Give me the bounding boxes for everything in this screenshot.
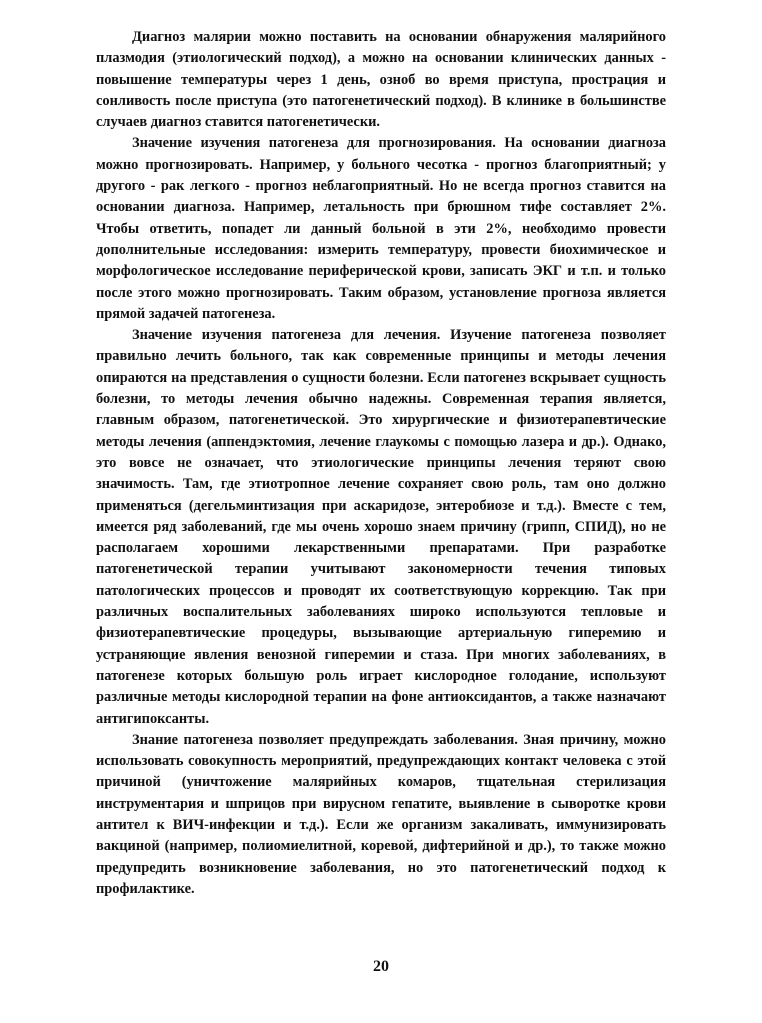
paragraph-prognosis: Значение изучения патогенеза для прогнозирования. На основании диагноза можно прогнозировать. Например, у больного чесотка - прогноз благоприятный; у другого - рак легкого - прогноз неблагоприятный. Но не всегда прогноз ставится на основании диагноза. Например, летальность при брюшном тифе составляет 2%. Чтобы ответить, попадет ли данный больной в эти 2%, необходимо провести дополнительные исследования: измерить температуру, провести биохимическое и морфологическое исследование периферической крови, записать ЭКГ и т.п. и только после этого можно прогнозировать. Таким образом, установление прогноза является прямой задачей патогенеза. — [96, 135, 666, 322]
paragraph-prevention: Знание патогенеза позволяет предупреждать заболевания. Зная причину, можно использовать совокупность мероприятий, предупреждающих контакт человека с этой причиной (уничтожение малярийных комаров, тщательная стерилизация инструментария и шприцов при вирусном гепатите, выявление в сыворотке крови антител к ВИЧ-инфекции и т.д.). Если же организм закаливать, иммунизировать вакциной (например, полиомиелитной, коревой, дифтерийной и др.), то также можно предупредить возникновение заболевания, но это патогенетический подход к профилактике. — [96, 731, 666, 897]
page-body — [96, 27, 666, 900]
paragraph-diagnosis: Диагноз маляр​ии можно поставить на основании обнаружения малярийного плазмодия (этиологический подход), а можно на основании клинических данных - повышение температуры через 1 день, озноб во время приступа, прострация и сонливость после приступа (это патогенетический подход). В клинике в большинстве случаев диагноз ставится патогенетически. — [96, 29, 666, 131]
page-number: 20 — [373, 958, 389, 975]
paragraph-treatment: Значение изучения патогенеза для лечения. Изучение патогенеза позволяет правильно лечить больного, так как современные принципы и методы лечения опираются на представления о сущности болезни. Если патогенез вскрывает сущность болезни, то методы лечения обычно надежны. Современная терапия является, главным образом, патогенетической. Это хирургические и физиотерапевтические методы лечения (аппендэктомия, лечение глаукомы с помощью лазера и др.). Однако, это вовсе не означает, что этиологические принципы лечения теряют свою значимость. Там, где этиотропное лечение сохраняет свою роль, там оно должно применяться (дегельминтизация при аскаридозе, энтеробиозе и т.д.). Вместе с тем, имеется ряд заболеваний, где мы очень хорошо знаем причину (грипп, СПИД), но не располагаем хорошими лекарственными препаратами. При разработке патогенетической терапии учитывают закономерности течения типовых патологических процессов и проводят их соответствующую коррекцию. Так при различных воспалительных заболеваниях широко используются тепловые и физиотерапевтические процедуры, вызывающие артериальную гиперемию и устраняющие явления венозной гиперемии и стаза. При многих заболеваниях, в патогенезе которых большую роль играет кислородное голодание, используют различные методы кислородной терапии на фоне антиоксидантов, а также назначают антигипоксанты. — [96, 327, 666, 727]
